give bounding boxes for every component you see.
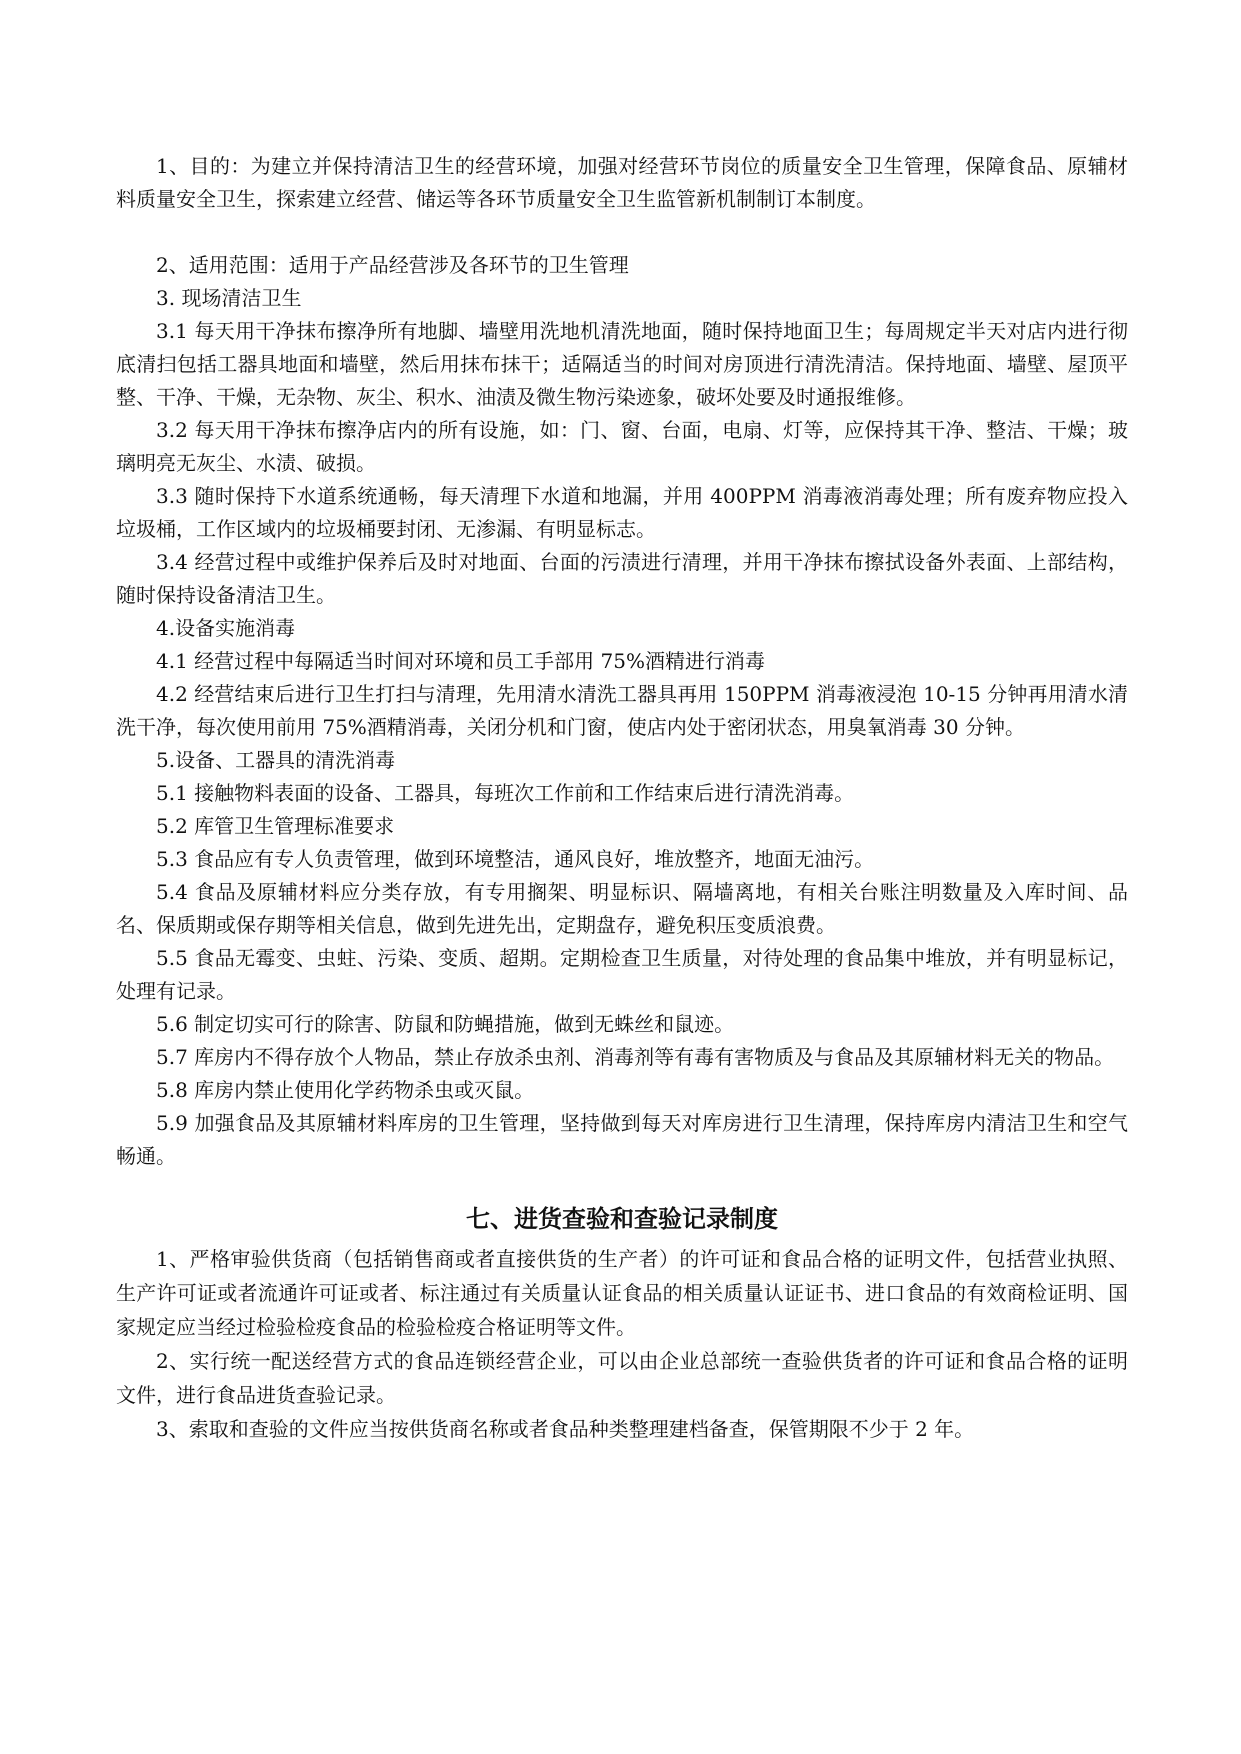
paragraph-4-2: 4.2 经营结束后进行卫生打扫与清理，先用清水清洗工器具再用 150PPM 消毒液浸泡 10-15 分钟再用清水清洗干净，每次使用前用 75%酒精消毒，关闭分机和门窗，使店内处于密闭状态，用臭氧消毒 30 分钟。: [116, 682, 1128, 739]
section-six-body: [116, 150, 1128, 1173]
paragraph-scope: 2、适用范围：适用于产品经营涉及各环节的卫生管理: [156, 253, 629, 277]
paragraph-purpose: 1、目的：为建立并保持清洁卫生的经营环境，加强对经营环节岗位的质量安全卫生管理，保障食品、原辅材料质量安全卫生，探索建立经营、储运等各环节质量安全卫生监管新机制制订本制度。: [116, 154, 1128, 211]
paragraph-5-2: 5.2 库管卫生管理标准要求: [156, 814, 395, 838]
paragraph-5-7: 5.7 库房内不得存放个人物品，禁止存放杀虫剂、消毒剂等有毒有害物质及与食品及其原辅材料无关的物品。: [156, 1045, 1115, 1069]
paragraph-5-5: 5.5 食品无霉变、虫蛀、污染、变质、超期。定期检查卫生质量，对待处理的食品集中堆放，并有明显标记，处理有记录。: [116, 946, 1128, 1003]
paragraph-5-6: 5.6 制定切实可行的除害、防鼠和防蝇措施，做到无蛛丝和鼠迹。: [156, 1012, 735, 1036]
section-seven-body: [116, 1242, 1128, 1446]
paragraph-4-title: 4.设备实施消毒: [156, 616, 296, 640]
paragraph-3-1: 3.1 每天用干净抹布擦净所有地脚、墙壁用洗地机清洗地面，随时保持地面卫生；每周规定半天对店内进行彻底清扫包括工器具地面和墙壁，然后用抹布抹干；适隔适当的时间对房顶进行清洗清洁。保持地面、墙壁、屋顶平整、干净、干燥，无杂物、灰尘、积水、油渍及微生物污染迹象，破坏处要及时通报维修。: [116, 319, 1128, 409]
paragraph-5-3: 5.3 食品应有专人负责管理，做到环境整洁，通风良好，堆放整齐，地面无油污。: [156, 847, 875, 871]
paragraph-5-9: 5.9 加强食品及其原辅材料库房的卫生管理，坚持做到每天对库房进行卫生清理，保持库房内清洁卫生和空气畅通。: [116, 1111, 1128, 1168]
paragraph-7-1: 1、严格审验供货商（包括销售商或者直接供货的生产者）的许可证和食品合格的证明文件，包括营业执照、生产许可证或者流通许可证或者、标注通过有关质量认证食品的相关质量认证证书、进口食品的有效商检证明、国家规定应当经过检验检疫食品的检验检疫合格证明等文件。: [116, 1247, 1128, 1339]
paragraph-7-3: 3、索取和查验的文件应当按供货商名称或者食品种类整理建档备查，保管期限不少于 2 年。: [156, 1417, 975, 1441]
paragraph-4-1: 4.1 经营过程中每隔适当时间对环境和员工手部用 75%酒精进行消毒: [156, 649, 765, 673]
paragraph-5-4: 5.4 食品及原辅材料应分类存放，有专用搁架、明显标识、隔墙离地，有相关台账注明数量及入库时间、品名、保质期或保存期等相关信息，做到先进先出，定期盘存，避免积压变质浪费。: [116, 880, 1128, 937]
paragraph-3-4: 3.4 经营过程中或维护保养后及时对地面、台面的污渍进行清理，并用干净抹布擦拭设备外表面、上部结构，随时保持设备清洁卫生。: [116, 550, 1128, 607]
document-page: [116, 150, 1128, 1446]
paragraph-5-title: 5.设备、工器具的清洗消毒: [156, 748, 396, 772]
paragraph-5-1: 5.1 接触物料表面的设备、工器具，每班次工作前和工作结束后进行清洗消毒。: [156, 781, 855, 805]
paragraph-7-2: 2、实行统一配送经营方式的食品连锁经营企业，可以由企业总部统一查验供货者的许可证和食品合格的证明文件，进行食品进货查验记录。: [116, 1349, 1128, 1407]
paragraph-3-3: 3.3 随时保持下水道系统通畅，每天清理下水道和地漏，并用 400PPM 消毒液消毒处理；所有废弃物应投入垃圾桶，工作区域内的垃圾桶要封闭、无渗漏、有明显标志。: [116, 484, 1128, 541]
paragraph-5-8: 5.8 库房内禁止使用化学药物杀虫或灭鼠。: [156, 1078, 535, 1102]
paragraph-site-cleaning-title: 3. 现场清洁卫生: [156, 286, 302, 310]
paragraph-3-2: 3.2 每天用干净抹布擦净店内的所有设施，如：门、窗、台面，电扇、灯等，应保持其干净、整洁、干燥；玻璃明亮无灰尘、水渍、破损。: [116, 418, 1128, 475]
section-seven-heading: 七、进货查验和查验记录制度: [466, 1205, 778, 1233]
